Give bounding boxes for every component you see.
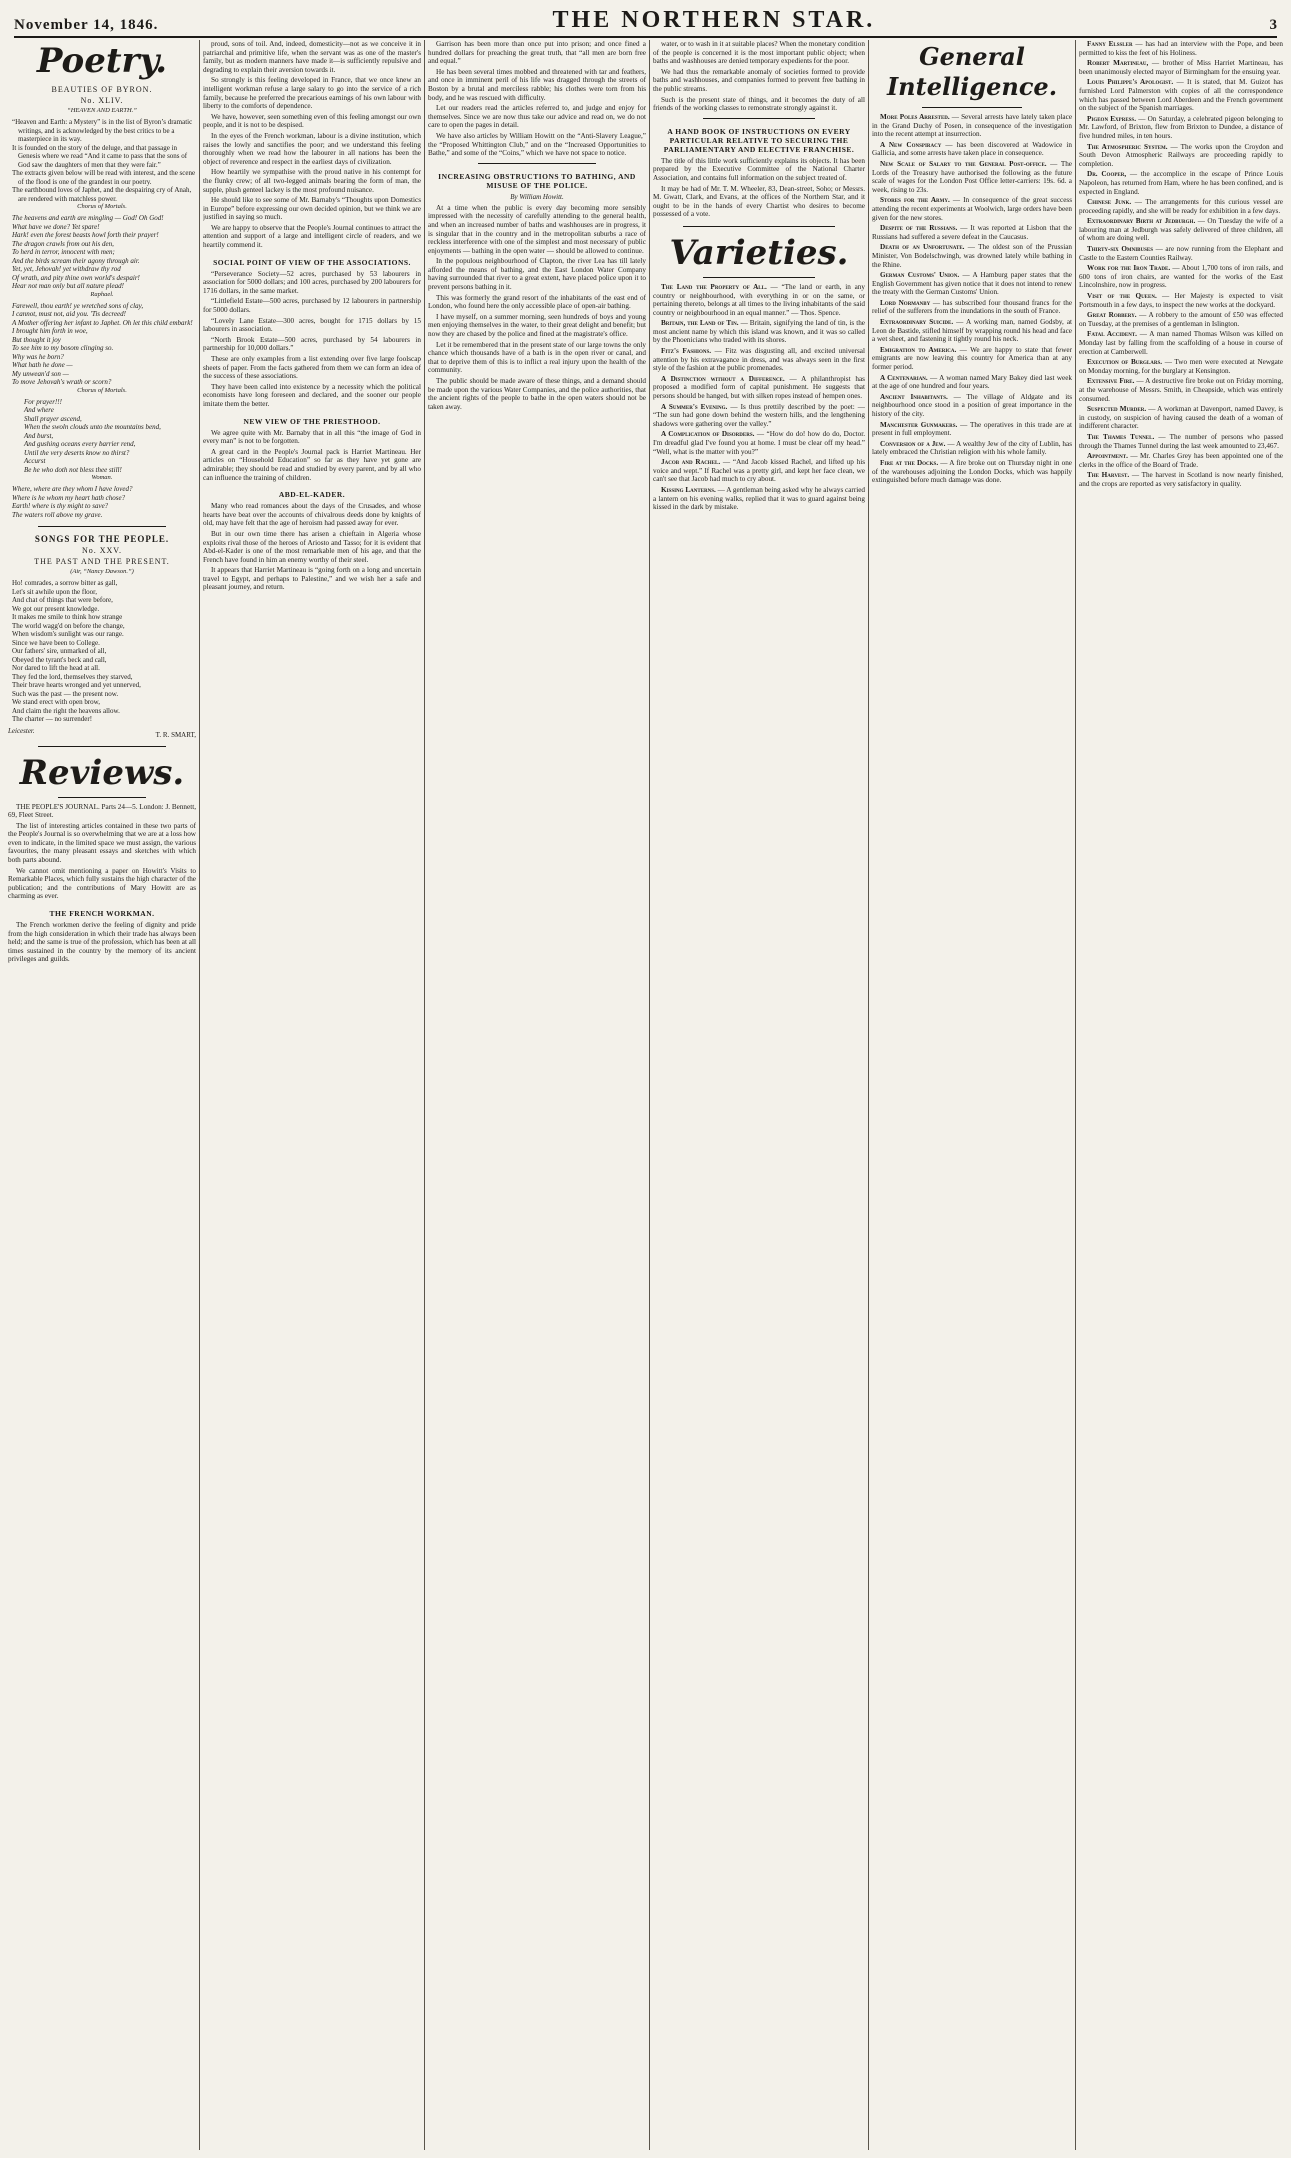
news-item-lead: Extraordinary Suicide. <box>880 318 954 327</box>
news-item-text: has had an interview with the Pope, and been permitted to kiss the feet of his Holiness. <box>1079 40 1283 57</box>
verse-line: Obeyed the tyrant's beck and call, <box>12 655 107 664</box>
poem-intro-line: The extracts given below will be read with interest, and the scene of the flood is one of the grandest in our poetry. <box>12 169 196 186</box>
news-item-text: We are happy to state that fewer emigrants are now leaving this country for America than at any former period. <box>872 345 1072 372</box>
news-item-lead: The Atmospheric System. <box>1087 142 1168 151</box>
japhet-stanza <box>8 319 196 387</box>
paragraph: Many who read romances about the days of the Crusades, and whose hearts have beat over the accounts of chivalrous deeds done by knights of old, may have felt that the age of heroism had passed away for ever. <box>203 502 421 528</box>
verse-line: To see him to my bosom clinging so. <box>12 344 114 352</box>
news-item-text: A robbery to the amount of £50 was effected on Tuesday, at the premises of a gentleman in Islington. <box>1079 311 1283 328</box>
songs-stanza <box>8 579 196 724</box>
subhead-priesthood: NEW VIEW OF THE PRIESTHOOD. <box>243 416 381 426</box>
divider <box>922 107 1022 108</box>
paragraph: We have also articles by William Howitt on the “Anti-Slavery League,” the “Proposed Whittington Club,” and on the “Increased Opportunities to Bathe,” and some of the “Coins,” which we have not space to notice. <box>428 131 646 158</box>
hand-book-body <box>653 157 865 219</box>
column-1 <box>8 40 196 2150</box>
news-item-text: Several arrests have lately taken place in the Grand Duchy of Posen, in consequence of the investigation into the recent attempt at insurrection. <box>872 113 1072 139</box>
news-item-text: Two men were executed at Newgate on Monday morning, for the burglary at Kensington. <box>1079 358 1283 375</box>
verse-line: What hath he done — <box>12 361 73 369</box>
divider <box>38 526 166 527</box>
news-item-lead: Extraordinary Birth at Jedburgh. <box>1087 217 1196 226</box>
news-item-lead: A New Conspiracy <box>880 140 942 149</box>
poem-series-title: BEAUTIES OF BYRON. <box>51 85 153 94</box>
news-item: Extraordinary Birth at Jedburgh. — On Tuesday the wife of a labouring man at Jedburgh was safely delivered of three children, all of whom are doing well. <box>1079 217 1283 243</box>
section-heading-reviews: Reviews. <box>19 752 185 793</box>
verse-line: Farewell, thou earth! ye wretched sons of clay, <box>12 301 144 310</box>
news-item: Louis Philippe's Apologist. — It is stated, that M. Guizot has furnished Lord Palmerston with copies of all the correspondence which has passed between Lord Aberdeen and the French government on the subject of the Spanish marriages. <box>1079 78 1283 113</box>
news-item-text: On Saturday, a celebrated pigeon belonging to Mr. Lawford, of Brixton, flew from Brixton to Dundee, a distance of five hundred miles, in ten hours. <box>1079 114 1283 140</box>
news-item: Chinese Junk. — The arrangements for this curious vessel are proceeding rapidly, and she will be ready for exhibition in a few days. <box>1079 198 1283 215</box>
news-item: New Scale of Salary to the General Post-office. — The Lords of the Treasury have authorised the following as the future scale of wages for the London Post Office letter-carriers: 19s. 6d. a week, rising to 23s. <box>872 159 1072 194</box>
intelligence-list-continued <box>1079 40 1283 489</box>
news-item-lead: Thirty-six Omnibuses <box>1087 245 1154 254</box>
news-item-lead: The Thames Tunnel. <box>1087 432 1155 441</box>
paragraph: He should like to see some of Mr. Barnaby's “Thoughts upon Domestics in Europe” before expressing our own decided opinion, but we think we are justified in saying so much. <box>203 196 421 222</box>
news-item-text: has subscribed four thousand francs for the relief of the sufferers from the inundations in the south of France. <box>872 298 1072 316</box>
verse-line: Nor dared to lift the head at all. <box>12 664 100 672</box>
paragraph: Such is the present state of things, and it becomes the duty of all friends of the working classes to remonstrate strongly against it. <box>653 95 865 113</box>
news-item: German Customs' Union. — A Hamburg paper states that the English Government has given notice that it does not intend to renew the treaty with the German Customs' Union. <box>872 271 1072 297</box>
news-item-text: It was reported at Lisbon that the Russians had suffered a severe defeat in the Caucasus. <box>872 224 1072 241</box>
news-item-lead: Death of an Unfortunate. <box>880 243 965 252</box>
songs-number: No. XXV. <box>81 546 123 555</box>
paragraph: We had thus the remarkable anomaly of societies formed to provide baths and washhouses, and companies formed to prevent free bathing in the public streams. <box>653 67 865 93</box>
songs-title: SONGS FOR THE PEOPLE. <box>34 534 170 544</box>
bathing-byline: By William Howitt. <box>510 192 564 201</box>
verse-line: And chat of things that were before, <box>12 596 113 604</box>
news-item: Lord Normanby — has subscribed four thousand francs for the relief of the sufferers from the inundations in the south of France. <box>872 298 1072 316</box>
news-item: Work for the Iron Trade. — About 1,700 tons of iron rails, and 600 tons of iron chairs, are wanted for the works of the East Lincolnshire, now in progress. <box>1079 264 1283 290</box>
chorus-label: Chorus of Mortals. <box>77 203 127 210</box>
column-2 <box>203 40 421 2150</box>
review-title: THE PEOPLE'S JOURNAL. Parts 24—5. London: J. Bennett, 69, Fleet Street. <box>8 802 196 820</box>
bathing-article-body <box>428 204 646 412</box>
variety-item: A Distinction without a Difference. — A philanthropist has proposed a modified form of capital punishment. He suggests that persons should be hanged, but with silken ropes instead of hempen ones. <box>653 374 865 401</box>
paragraph: Garrison has been more than once put into prison; and once fined a hundred dollars for preaching the great truth, that “all men are born free and equal.” <box>428 40 646 66</box>
chorus-stanza <box>8 214 196 291</box>
news-item-lead: Conversion of a Jew. <box>880 439 946 448</box>
verse-line: And burst, <box>24 431 54 440</box>
poem-intro-line: The earthbound loves of Japhet, and the despairing cry of Anah, are rendered with matchless power. <box>12 186 192 203</box>
news-item: Appointment. — Mr. Charles Grey has been appointed one of the clerks in the office of the Board of Trade. <box>1079 452 1283 469</box>
news-item-text: A destructive fire broke out on Friday morning, at the warehouse of Messrs. Smith, in Cheapside, which was entirely consumed. <box>1079 377 1283 403</box>
priesthood-body <box>203 429 421 483</box>
variety-item-lead: Kissing Lanterns. <box>661 485 716 494</box>
paragraph: It may be had of Mr. T. M. Wheeler, 83, Dean-street, Soho; or Messrs. M. Gwatt, Clark, and Evans, at the offices of the Northern Star, and it ought to be in the hands of every Chartist who desires to become possessed of a vote. <box>653 184 865 219</box>
news-item: Thirty-six Omnibuses — are now running from the Elephant and Castle to the Eastern Counties Railway. <box>1079 245 1283 262</box>
news-item: Fire at the Docks. — A fire broke out on Thursday night in one of the warehouses adjoining the London Docks, which was happily extinguished before much damage was done. <box>872 458 1072 485</box>
verse-line: Where is he whom my heart hath chose? <box>12 493 126 502</box>
paragraph: At a time when the public is every day becoming more sensibly impressed with the necessity of carefully attending to the general health, and when an increased number of baths and washhouses are in progress, it is singular that in the country and in the metropolitan suburbs a race of reckless interference with one of the simplest and most necessary of public enjoyments — bathing in the open water — should be allowed to continue. <box>428 203 646 255</box>
news-item-lead: More Poles Arrested. <box>880 113 950 121</box>
paragraph: But in our own time there has arisen a chieftain in Algeria whose exploits rival those of the heroes of Ariosto and Tasso; for it is evident that Abd-el-Kader is one of the most remarkable men of his age, and that the French have found in him an enemy worthy of their steel. <box>203 529 421 564</box>
poem-subtitle: “HEAVEN AND EARTH.” <box>67 107 137 114</box>
news-item: A Centenarian. — A woman named Mary Bakey died last week at the age of one hundred and four years. <box>872 373 1072 391</box>
variety-item-lead: A Summer's Evening. <box>661 402 728 411</box>
garrison-body <box>428 40 646 158</box>
verse-line: The heavens and earth are mingling — God! Oh God! <box>12 214 164 222</box>
news-item-text: The works upon the Croydon and South Devon Atmospheric Railways are proceeding rapidly to completion. <box>1079 142 1283 168</box>
column-rule <box>424 40 425 2150</box>
news-item: The Thames Tunnel. — The number of persons who passed through the Thames Tunnel during the last week amounted to 23,467. <box>1079 432 1283 450</box>
news-item: Death of an Unfortunate. — The oldest son of the Prussian Minister, Von Bodelschwingh, was drowned lately while bathing in the Rhine. <box>872 243 1072 269</box>
variety-item-text: A gentleman being asked why he always carried a lantern on his evening walks, replied that it was to guard against being kissed in the dark by mistake. <box>653 485 865 512</box>
woman-stanza <box>8 485 196 519</box>
news-item: Extraordinary Suicide. — A working man, named Godsby, at Leon de Bastide, stifled himself by wrapping round his head and face a wet sheet, and fastening it tightly round his neck. <box>872 318 1072 344</box>
news-item: Suspected Murder. — A workman at Davenport, named Davey, is in custody, on suspicion of having caused the death of a woman of indifferent character. <box>1079 405 1283 431</box>
paragraph: We are happy to observe that the People's Journal continues to attract the attention and support of a large and intelligent circle of readers, and we heartily commend it. <box>203 223 421 250</box>
verse-line: Their brave hearts wronged and yet unnerved, <box>12 681 141 689</box>
verse-line: Shall prayer ascend, <box>24 414 82 423</box>
paragraph: These are only examples from a list extending over five large foolscap sheets of paper. From the facts gathered from them we can form an idea of the success of these associations. <box>203 355 421 381</box>
verse-line: And the birds scream their agony through air. <box>12 256 140 265</box>
variety-item: The Land the Property of All. — “The land or earth, in any country or neighbourhood, with everything in or on the same, or pertaining thereto, belongs at all times to the living inhabitants of the said country or neighbourhood in an equal manner.” — Thos. Spence. <box>653 282 865 317</box>
paragraph: They have been called into existence by a necessity which the political economists have long foreseen and declared, and the sooner our people imitate them the better. <box>203 382 421 408</box>
news-item-text: A man named Thomas Wilson was killed on Monday last by falling from the scaffolding of a house in course of erection at Camberwell. <box>1079 330 1283 356</box>
verse-line: What have we done? Yet spare! <box>12 222 100 231</box>
news-item: Stores for the Army. — In consequence of the great success attending the recent experiments at Woolwich, large orders have been given for the new stores. <box>872 196 1072 222</box>
songs-place: Leicester. <box>8 726 35 735</box>
songs-signature: T. R. SMART, <box>155 730 196 739</box>
section-heading-general-intelligence: General Intelligence. <box>886 42 1058 101</box>
variety-item-lead: A Distinction without a Difference. <box>661 374 785 383</box>
verse-line: We got our present knowledge. <box>12 604 100 613</box>
intelligence-list <box>872 113 1072 485</box>
news-item-text: About 1,700 tons of iron rails, and 600 tons of iron chairs, are wanted for the works of the East Lincolnshire, now in progress. <box>1079 264 1283 290</box>
verse-line: The world wagg'd on before the change, <box>12 621 125 630</box>
news-item-text: A fire broke out on Thursday night in one of the warehouses adjoining the London Docks, which was happily extinguished before much damage was done. <box>872 458 1072 485</box>
news-item-text: Her Majesty is expected to visit Portsmouth in a few days, to inspect the new works at the dockyard. <box>1079 292 1283 309</box>
page-number: 3 <box>1269 17 1277 33</box>
associations-body <box>203 355 421 409</box>
bathing-article-title: INCREASING OBSTRUCTIONS TO BATHING, AND MISUSE OF THE POLICE. <box>438 171 636 190</box>
news-item-lead: Lord Normanby <box>880 298 931 307</box>
news-item: Fatal Accident. — A man named Thomas Wilson was killed on Monday last by falling from the scaffolding of a house in course of erection at Camberwell. <box>1079 330 1283 356</box>
verse-line: Yet, yet, Jehovah! yet withdraw thy rod <box>12 265 121 273</box>
news-item: Dr. Cooper, — the accomplice in the escape of Prince Louis Napoleon, has returned from Ham, where he has been confined, and is expected in England. <box>1079 170 1283 196</box>
variety-item: Kissing Lanterns. — A gentleman being asked why he always carried a lantern on his evening walks, replied that it was to guard against being kissed in the dark by mistake. <box>653 485 865 512</box>
page-header <box>14 8 1277 38</box>
news-item-lead: New Scale of Salary to the General Post-office. <box>880 159 1047 168</box>
french-workman-heading: THE FRENCH WORKMAN. <box>49 909 155 919</box>
news-item-lead: Fire at the Docks. <box>880 458 939 467</box>
variety-item: A Summer's Evening. — Is thus prettily described by the poet: — “The sun had gone down behind the western hills, and the lengthening shadows were gathering over the valley.” <box>653 402 865 428</box>
news-item-lead: Work for the Iron Trade. <box>1087 264 1171 273</box>
column-3 <box>428 40 646 2150</box>
news-item-lead: Extensive Fire. <box>1087 377 1135 386</box>
news-item-text: brother of Miss Harriet Martineau, has been unanimously elected mayor of Birmingham for the ensuing year. <box>1079 59 1283 76</box>
news-item-lead: Fatal Accident. <box>1087 330 1137 339</box>
news-item-text: A wealthy Jew of the city of Lublin, has lately embraced the Christian religion with his whole family. <box>872 439 1072 457</box>
paragraph: Let our readers read the articles referred to, and judge and enjoy for themselves. Since we are now thus take our advice and read on, we do not care to open the pages in detail. <box>428 104 646 130</box>
verse-line: Of wrath, and pity thine own world's despair! <box>12 273 140 282</box>
verse-line: The dragon crawls from out his den, <box>12 239 114 248</box>
verse-line: It makes me smile to think how strange <box>12 613 123 621</box>
column-6 <box>1079 40 1283 2150</box>
paragraph: This was formerly the grand resort of the inhabitants of the east end of London, who found here the only accessible place of open-air bathing. <box>428 293 646 311</box>
association-entry: “Littlefield Estate—500 acres, purchased by 12 labourers in partnership for 5000 dollars. <box>203 297 421 315</box>
news-item: More Poles Arrested. — Several arrests have lately taken place in the Grand Duchy of Posen, in consequence of the investigation into the recent attempt at insurrection. <box>872 113 1072 139</box>
poem-intro <box>8 118 196 203</box>
divider <box>58 797 146 798</box>
variety-item-lead: Jacob and Rachel. <box>661 458 721 467</box>
news-item-text: the accomplice in the escape of Prince Louis Napoleon, has returned from Ham, where he has been confined, and is expected in England. <box>1079 170 1283 196</box>
variety-item-text: “And Jacob kissed Rachel, and lifted up his voice and wept.” If Rachel was a pretty girl, and kept her face clean, we can't see that Jacob had much to cry about. <box>653 458 865 484</box>
news-item: Ancient Inhabitants. — The village of Aldgate and its neighbourhood once stood in a position of great importance in the history of the city. <box>872 392 1072 418</box>
news-item-text: A Hamburg paper states that the English Government has given notice that it does not intend to renew the treaty with the German Customs' Union. <box>872 271 1072 297</box>
chorus2-label: Chorus of Mortals. <box>77 386 127 394</box>
verse-line: Hear not man only but all nature plead! <box>12 282 124 290</box>
column-5 <box>872 40 1072 2150</box>
news-item: Execution of Burglars. — Two men were executed at Newgate on Monday morning, for the burglary at Kensington. <box>1079 358 1283 375</box>
associations-list <box>203 270 421 353</box>
news-item-lead: Manchester Gunmakers. <box>880 420 958 429</box>
verse-line: For prayer!!! <box>24 397 62 406</box>
varieties-list <box>653 283 865 512</box>
verse-line: The charter — no surrender! <box>12 715 93 723</box>
variety-item-text: A philanthropist has proposed a modified form of capital punishment. He suggests that persons should be hanged, but with silken ropes instead of hempen ones. <box>653 374 865 401</box>
verse-line: The waters roll above my grave. <box>12 510 103 519</box>
news-item-lead: Despite of the Russians. <box>880 224 958 233</box>
column-rule <box>649 40 650 2150</box>
news-item-lead: Visit of the Queen. <box>1087 292 1157 301</box>
verse-line: And gushing oceans every barrier rend, <box>24 440 136 448</box>
divider <box>703 118 815 119</box>
verse-line: To herd in terror, innocent with men; <box>12 248 115 256</box>
news-item: Great Robbery. — A robbery to the amount of £50 was effected on Tuesday, at the premises of a gentleman in Islington. <box>1079 311 1283 328</box>
news-item: Extensive Fire. — A destructive fire broke out on Friday morning, at the warehouse of Messrs. Smith, in Cheapside, which was entirely consumed. <box>1079 377 1283 403</box>
paragraph: I have myself, on a summer morning, seen hundreds of boys and young men enjoying themselves in the water, to their great delight and benefit; but now they are chased by the police and fined at the magistrate's office. <box>428 312 646 339</box>
news-item-lead: Great Robbery. <box>1087 311 1137 320</box>
news-item-text: A working man, named Godsby, at Leon de Bastide, stifled himself by wrapping round his head and face a wet sheet, and fastening it tightly round his neck. <box>872 318 1072 344</box>
paragraph: proud, sons of toil. And, indeed, domesticity—not as we conceive it in patriarchal and primitive life, when the servant was as one of the master's family, but as modern manners have made it—is sufficiently repulsive and degrading to explain their aversion towards it. <box>203 40 421 74</box>
verse-line: Since we have been to College. <box>12 638 100 647</box>
variety-item-lead: The Land the Property of All. <box>661 282 767 291</box>
divider <box>703 277 815 278</box>
news-item-lead: German Customs' Union. <box>880 271 960 280</box>
raphael-label: Raphael. <box>90 290 114 298</box>
subhead-abd-el-kader: ABD-EL-KADER. <box>278 490 346 500</box>
chorus2-stanza <box>8 398 196 475</box>
paragraph: In the eyes of the French workman, labour is a divine institution, which raises the lowly and sanctifies the poor; and we understand this feeling thoroughly when we read how the labourer in all nations has been the object of reverence and respect in the earliest days of civilization. <box>203 131 421 166</box>
variety-item-text: “How do do! how do do, Doctor. I'm dreadful glad I've found you at home. I must be clear off my head.” “Well, what is the matter with you?” <box>653 430 865 456</box>
association-entry: “North Brook Estate—500 acres, purchased by 54 labourers in partnership for 10,000 dollars.” <box>203 335 421 353</box>
news-item: Pigeon Express. — On Saturday, a celebrated pigeon belonging to Mr. Lawford, of Brixton, flew from Brixton to Dundee, a distance of five hundred miles, in ten hours. <box>1079 114 1283 140</box>
variety-item: A Complication of Disorders. — “How do do! how do do, Doctor. I'm dreadful glad I've found you at home. I must be clear off my head.” “Well, what is the matter with you?” <box>653 430 865 456</box>
verse-line: To move Jehovah's wrath or scorn? <box>12 378 112 386</box>
column-rule <box>1075 40 1076 2150</box>
news-item: Despite of the Russians. — It was reported at Lisbon that the Russians had suffered a severe defeat in the Caucasus. <box>872 224 1072 241</box>
review-paragraph: The list of interesting articles contained in these two parts of the People's Journal is so overwhelming that we are at a loss how even to indicate, in the limited space we must assign, the various favourites, the many pleasant essays and sketches with which both parts abound. <box>8 821 196 865</box>
variety-item-text: Fitz was disgusting all, and excited universal attention by his extravagance in dress, and was always seen in the first style of the fashion at the public promenades. <box>653 347 865 373</box>
french-workman-para: The French workmen derive the feeling of dignity and pride from the high consideration in which their trade has always been held; and the same is true of the profession, which has been at all times sustained in the country by the memory of its ancient privileges and guilds. <box>8 921 196 964</box>
news-item-lead: Appointment. <box>1087 452 1128 461</box>
paragraph: The title of this little work sufficiently explains its objects. It has been prepared by the Executive Committee of the National Charter Association, and contains full information on the subject treated of. <box>653 156 865 182</box>
paragraph: In the populous neighbourhood of Clapton, the river Lea has till lately afforded the means of bathing, and the East London Water Company having surrounded that river to a great extent, have placed police upon it to prevent persons bathing in it. <box>428 257 646 292</box>
abd-el-kader-body <box>203 502 421 592</box>
news-item-lead: Louis Philippe's Apologist. <box>1087 78 1174 87</box>
news-item-text: The Lords of the Treasury have authorised the following as the future scale of wages for the London Post Office letter-carriers: 19s. 6d. a week, rising to 23s. <box>872 159 1072 194</box>
news-item-lead: The Harvest. <box>1087 471 1130 480</box>
songs-poem-air: (Air, “Nancy Dawson.”) <box>70 568 134 575</box>
verse-line: We stand erect with open brow, <box>12 698 101 706</box>
paragraph: We have, however, seen something even of this feeling amongst our own people, and it is not to be despised. <box>203 112 421 130</box>
section-heading-poetry: Poetry. <box>36 41 168 81</box>
paragraph: He has been several times mobbed and threatened with tar and feathers, and once in imminent peril of his life was dragged through the streets of Boston by a brutal and merciless rabble; his clothes were torn from his body, and he was rescued with difficulty. <box>428 67 646 102</box>
news-item-text: The village of Aldgate and its neighbourhood once stood in a position of great importance in the history of the city. <box>872 392 1072 418</box>
verse-line: Let's sit awhile upon the floor, <box>12 587 97 596</box>
verse-line: Ho! comrades, a sorrow bitter as gall, <box>12 579 118 587</box>
paragraph: The public should be made aware of these things, and a demand should be made upon the various Water Companies, and the police authorities, that the ancient rights of the people to bathe in the open waters should not be taken away. <box>428 377 646 411</box>
verse-line: Earth! where is thy might to save? <box>12 502 109 510</box>
news-item-lead: Ancient Inhabitants. <box>880 392 948 401</box>
paragraph: So strongly is this feeling developed in France, that we once knew an intelligent workman refuse a large salary to go into the service of a rich family, because he preferred the precarious earnings of his own labour with liberty to the comforts of dependence. <box>203 76 421 111</box>
column-rule <box>199 40 200 2150</box>
variety-item-text: Is thus prettily described by the poet: — “The sun had gone down behind the western hills, and the lengthening shadows were gathering over the valley.” <box>653 402 865 428</box>
verse-line: Why was he born? <box>12 352 64 361</box>
subhead-associations: SOCIAL POINT OF VIEW OF THE ASSOCIATIONS. <box>213 257 411 267</box>
variety-item-text: Britain, signifying the land of tin, is the most ancient name by which this island was known, and it was so called by the Phoenicians who traded with its shores. <box>653 319 865 345</box>
verse-line: They fed the lord, themselves they starved, <box>12 672 133 681</box>
verse-line: Hark! even the forest beasts howl forth their prayer! <box>12 231 159 239</box>
news-item: Fanny Elssler — has had an interview with the Pope, and been permitted to kiss the feet of his Holiness. <box>1079 40 1283 57</box>
verse-line: And where <box>24 406 54 414</box>
column-rule <box>868 40 869 2150</box>
variety-item: Jacob and Rachel. — “And Jacob kissed Rachel, and lifted up his voice and wept.” If Rachel was a pretty girl, and kept her face clean, we can't see that Jacob had much to cry about. <box>653 458 865 484</box>
verse-line: Where, where are they whom I have loved? <box>12 485 133 493</box>
variety-item-lead: Fitz's Fashions. <box>661 347 712 356</box>
news-item-lead: Chinese Junk. <box>1087 198 1132 207</box>
poem-intro-line: It is founded on the story of the deluge, and that passage in Genesis where we read “And it came to pass that the sons of God saw the daughters of men that they were fair.” <box>12 143 188 169</box>
hand-book-title: A HAND BOOK OF INSTRUCTIONS ON EVERY PARTICULAR RELATIVE TO SECURING THE PARLIAMENTARY AND ELECTIVE FRANCHISE. <box>663 126 855 154</box>
news-item-lead: Emigration to America. <box>880 345 957 354</box>
verse-line: Accurst <box>24 457 46 465</box>
review-body <box>8 822 196 901</box>
paragraph: We agree quite with Mr. Barnaby that in all this “the image of God in every man” is not to be forgotten. <box>203 428 421 446</box>
news-item-text: has been discovered at Wadowice in Gallicia, and some arrests have taken place in consequence. <box>872 140 1072 158</box>
paragraph: How heartily we sympathise with the proud native in his contempt for the flunky crew; of all two-legged animals bearing the form of man, the supple, plush genteel lackey is the most profound nuisance. <box>203 168 421 194</box>
raphael-stanza <box>8 302 196 319</box>
news-item: Emigration to America. — We are happy to state that fewer emigrants are now leaving this country for America than at any former period. <box>872 345 1072 372</box>
variety-item-lead: A Complication of Disorders. <box>661 430 755 439</box>
news-item-lead: Execution of Burglars. <box>1087 358 1163 367</box>
news-item-text: A woman named Mary Bakey died last week at the age of one hundred and four years. <box>872 373 1072 391</box>
variety-item-lead: Britain, the Land of Tin. <box>661 319 739 328</box>
news-item: The Atmospheric System. — The works upon the Croydon and South Devon Atmospheric Railways are proceeding rapidly to completion. <box>1079 142 1283 168</box>
verse-line: I cannot, must not, aid you. 'Tis decreed! <box>12 310 126 318</box>
association-entry: “Perseverance Society—52 acres, purchased by 53 labourers in association for 5000 dollars; and 100 acres, purchased by 200 labourers for 1716 dollars, in the same market. <box>203 269 421 295</box>
review-paragraph: We cannot omit mentioning a paper on Howitt's Visits to Remarkable Places, which fully sustains the high character of the publication; and the contributions of Mary Howitt are as charming as ever. <box>8 866 196 901</box>
paragraph: It appears that Harriet Martineau is “going forth on a long and uncertain travel to Egypt, and perhaps to Palestine,” and we wish her a safe and pleasant journey, and return. <box>203 566 421 592</box>
news-item-text: The harvest in Scotland is now nearly finished, and the crops are reported as very satisfactory in quality. <box>1079 471 1283 488</box>
woman-label: Woman. <box>91 474 113 481</box>
verse-line: When the swoln clouds unto the mountains bend, <box>24 423 161 431</box>
news-item: Robert Martineau, — brother of Miss Harriet Martineau, has been unanimously elected mayor of Birmingham for the ensuing year. <box>1079 59 1283 76</box>
news-item-lead: Pigeon Express. <box>1087 114 1137 123</box>
poem-intro-line: “Heaven and Earth: a Mystery” is in the list of Byron’s dramatic writings, and is acknowledged by the best critics to be a masterpiece in its way. <box>12 118 193 143</box>
masthead-title: THE NORTHERN STAR. <box>552 7 876 33</box>
verse-line: But thought it joy <box>12 335 61 344</box>
news-item-lead: Stores for the Army. <box>880 196 950 205</box>
verse-line: When wisdom's sunlight was our range. <box>12 630 124 638</box>
news-item-text: The oldest son of the Prussian Minister, Von Bodelschwingh, was drowned lately while bathing in the Rhine. <box>872 243 1072 269</box>
verse-line: Be he who doth not bless thee still! <box>24 465 122 474</box>
news-item: Manchester Gunmakers. — The operatives in this trade are at present in full employment. <box>872 420 1072 438</box>
variety-item: Fitz's Fashions. — Fitz was disgusting all, and excited universal attention by his extravagance in dress, and was always seen in the first style of the fashion at the public promenades. <box>653 347 865 373</box>
news-item-lead: Fanny Elssler <box>1087 40 1133 48</box>
news-item: A New Conspiracy — has been discovered at Wadowice in Gallicia, and some arrests have taken place in consequence. <box>872 140 1072 158</box>
paragraph: Let it be remembered that in the present state of our large towns the only chance which thousands have of a bath is in the open river or canal, and that to deprive them of this is to inflict a real injury upon the health of the community. <box>428 340 646 375</box>
songs-signature-row <box>8 727 196 739</box>
divider <box>683 226 835 227</box>
verse-line: A Mother offering her infant to Japhet. Oh let this child embark! <box>12 318 193 327</box>
news-item-text: The arrangements for this curious vessel are proceeding rapidly, and she will be ready for exhibition in a few days. <box>1079 198 1283 215</box>
variety-item-text: “The land or earth, in any country or neighbourhood, with everything in or on the same, or pertaining thereto, belongs at all times to the living inhabitants of the said country or neighbourhood in an equal manner.” — Thos. Spence. <box>653 282 865 317</box>
verse-line: Our fathers' sire, unmarked of all, <box>12 647 107 655</box>
poem-number: No. XLIV. <box>80 96 124 105</box>
section-heading-varieties: Varieties. <box>669 232 849 273</box>
news-item-text: It is stated, that M. Guizot has furnished Lord Palmerston with copies of all the correspondence which has passed between Lord Aberdeen and the French government on the subject of the Spanish marriages. <box>1079 78 1283 113</box>
news-item-text: Mr. Charles Grey has been appointed one of the clerks in the office of the Board of Trade. <box>1079 452 1283 469</box>
variety-item: Britain, the Land of Tin. — Britain, signifying the land of tin, is the most ancient name by which this island was known, and it was so called by the Phoenicians who traded with its shores. <box>653 319 865 345</box>
verse-line: I brought him forth in woe, <box>12 327 88 335</box>
news-item: Visit of the Queen. — Her Majesty is expected to visit Portsmouth in a few days, to inspect the new works at the dockyard. <box>1079 292 1283 309</box>
news-item: The Harvest. — The harvest in Scotland is now nearly finished, and the crops are reported as very satisfactory in quality. <box>1079 471 1283 488</box>
verse-line: Until the very deserts know no thirst? <box>24 448 130 457</box>
issue-date: November 14, 1846. <box>14 17 159 33</box>
news-item: Conversion of a Jew. — A wealthy Jew of the city of Lublin, has lately embraced the Christian religion with his whole family. <box>872 439 1072 457</box>
news-item-text: In consequence of the great success attending the recent experiments at Woolwich, large orders have been given for the new stores. <box>872 196 1072 222</box>
review-continued <box>203 40 421 250</box>
paragraph: water, or to wash in it at suitable places? When the monetary condition of the people is concerned it is the most important public object; when baths and washhouses are denied temporary expedients for the poor. <box>653 40 865 66</box>
bathing-continued <box>653 40 865 113</box>
news-item-text: A workman at Davenport, named Davey, is in custody, on suspicion of having caused the death of a woman of indifferent character. <box>1079 405 1283 431</box>
news-item-text: are now running from the Elephant and Castle to the Eastern Counties Railway. <box>1079 245 1283 262</box>
association-entry: “Lovely Lane Estate—300 acres, bought for 1715 dollars by 15 labourers in association. <box>203 316 421 334</box>
divider <box>478 163 596 164</box>
news-item-text: On Tuesday the wife of a labouring man at Jedburgh was safely delivered of three children, all of whom are doing well. <box>1079 217 1283 243</box>
verse-line: My unwean'd son — <box>12 369 69 378</box>
news-item-lead: Suspected Murder. <box>1087 405 1147 414</box>
verse-line: Such was the past — the present now. <box>12 689 119 698</box>
news-item-text: The number of persons who passed through the Thames Tunnel during the last week amounted to 23,467. <box>1079 432 1283 450</box>
news-item-lead: Robert Martineau, <box>1087 59 1149 68</box>
news-item-lead: A Centenarian. <box>880 373 928 382</box>
verse-line: And claim the right the heavens allow. <box>12 706 120 715</box>
news-item-lead: Dr. Cooper, <box>1087 170 1127 179</box>
column-4 <box>653 40 865 2150</box>
news-item-text: The operatives in this trade are at present in full employment. <box>872 420 1072 438</box>
divider <box>38 746 166 747</box>
paragraph: A great card in the People's Journal pack is Harriet Martineau. Her articles on “Household Education” so far as they have yet gone are admirable; they should be read and studied by every parent, and by all who can influence the training of children. <box>203 447 421 482</box>
songs-poem-title: THE PAST AND THE PRESENT. <box>34 557 170 566</box>
